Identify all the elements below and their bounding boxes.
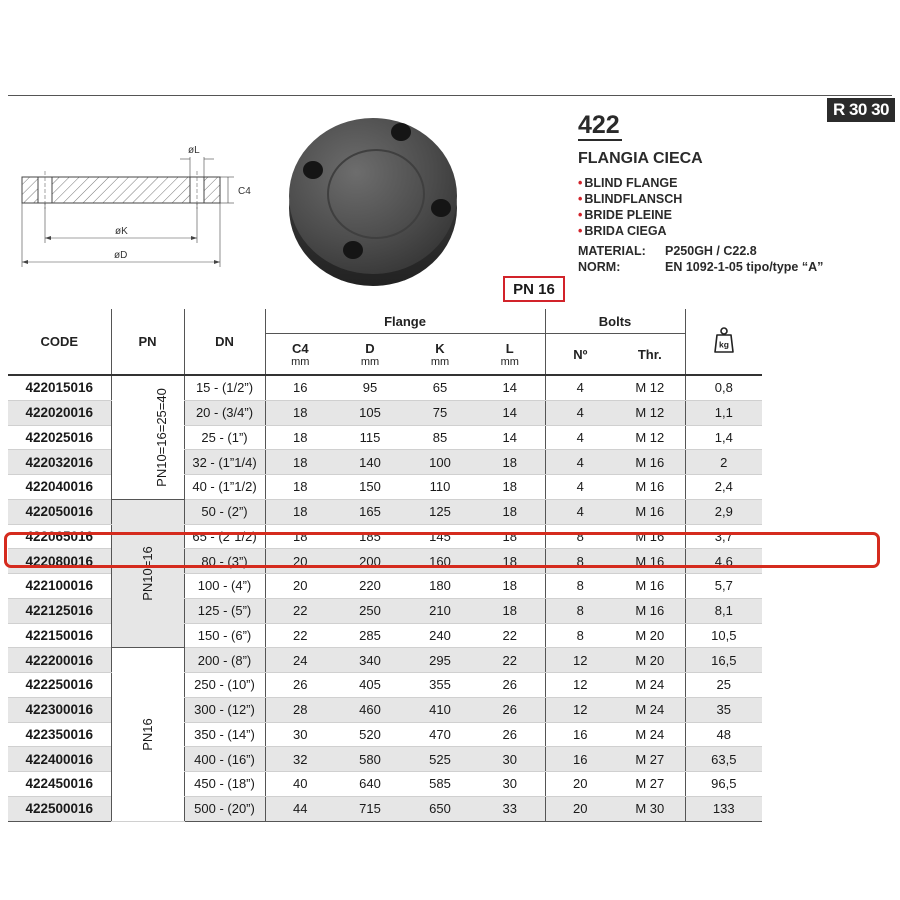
cell-thr: M 27: [615, 772, 685, 797]
cell-c4: 18: [265, 499, 335, 524]
cell-kg: 0,8: [685, 375, 762, 400]
pn-badge: PN 16: [503, 276, 565, 302]
header-thread: Thr.: [615, 334, 685, 376]
cell-code: 422125016: [8, 598, 111, 623]
cell-c4: 22: [265, 623, 335, 648]
cell-thr: M 16: [615, 450, 685, 475]
cell-kg: 3,7: [685, 524, 762, 549]
pn-group-label: PN16: [140, 718, 155, 751]
cell-k: 210: [405, 598, 475, 623]
cell-l: 26: [475, 697, 545, 722]
cell-code: 422080016: [8, 549, 111, 574]
cell-l: 18: [475, 524, 545, 549]
cell-code: 422350016: [8, 722, 111, 747]
cell-kg: 10,5: [685, 623, 762, 648]
cell-d: 520: [335, 722, 405, 747]
cell-no: 8: [545, 623, 615, 648]
cell-code: 422015016: [8, 375, 111, 400]
product-translations: [578, 175, 682, 239]
cell-c4: 20: [265, 549, 335, 574]
cell-c4: 44: [265, 796, 335, 821]
header-k: K mm: [405, 334, 475, 376]
product-name-de: • BLINDFLANSCH: [578, 192, 683, 206]
cell-kg: 1,1: [685, 400, 762, 425]
cell-dn: 50 - (2”): [184, 499, 265, 524]
cell-kg: 133: [685, 796, 762, 821]
cell-k: 75: [405, 400, 475, 425]
norm-label: NORM:: [578, 260, 621, 274]
cell-no: 12: [545, 673, 615, 698]
cell-dn: 100 - (4”): [184, 574, 265, 599]
product-title: FLANGIA CIECA: [578, 150, 703, 167]
cell-code: 422100016: [8, 574, 111, 599]
cell-thr: M 24: [615, 722, 685, 747]
cell-no: 20: [545, 772, 615, 797]
cell-no: 4: [545, 375, 615, 400]
cell-l: 30: [475, 772, 545, 797]
cell-kg: 5,7: [685, 574, 762, 599]
cell-c4: 18: [265, 450, 335, 475]
cell-code: 422200016: [8, 648, 111, 673]
cell-thr: M 20: [615, 648, 685, 673]
dim-label-k: øK: [115, 226, 128, 237]
table-row: [8, 375, 762, 400]
header-c4: C4 mm: [265, 334, 335, 376]
cell-l: 22: [475, 648, 545, 673]
cell-kg: 4,6: [685, 549, 762, 574]
cell-dn: 450 - (18”): [184, 772, 265, 797]
cell-k: 110: [405, 475, 475, 500]
cell-code: 422500016: [8, 796, 111, 821]
cell-no: 4: [545, 475, 615, 500]
cell-k: 160: [405, 549, 475, 574]
header-flange: Flange: [265, 309, 545, 334]
catalog-reference-badge: R 30 30: [827, 98, 895, 122]
cell-c4: 18: [265, 425, 335, 450]
bullet-icon: •: [578, 192, 583, 206]
cell-thr: M 27: [615, 747, 685, 772]
cell-c4: 26: [265, 673, 335, 698]
cell-d: 200: [335, 549, 405, 574]
cell-thr: M 24: [615, 697, 685, 722]
cell-k: 470: [405, 722, 475, 747]
cell-dn: 65 - (2”1/2): [184, 524, 265, 549]
cell-c4: 16: [265, 375, 335, 400]
header-d: D mm: [335, 334, 405, 376]
cell-no: 16: [545, 722, 615, 747]
cell-d: 140: [335, 450, 405, 475]
cell-kg: 2,9: [685, 499, 762, 524]
pn-group-label: PN10=16: [139, 546, 155, 601]
cell-l: 26: [475, 673, 545, 698]
cell-c4: 22: [265, 598, 335, 623]
cell-k: 295: [405, 648, 475, 673]
cell-no: 4: [545, 400, 615, 425]
cell-code: 422065016: [8, 524, 111, 549]
cell-d: 105: [335, 400, 405, 425]
cell-c4: 40: [265, 772, 335, 797]
cell-thr: M 16: [615, 549, 685, 574]
cell-code: 422025016: [8, 425, 111, 450]
cell-c4: 18: [265, 475, 335, 500]
cell-dn: 25 - (1”): [184, 425, 265, 450]
cell-code: 422150016: [8, 623, 111, 648]
cell-thr: M 16: [615, 499, 685, 524]
cell-thr: M 12: [615, 400, 685, 425]
cell-code: 422020016: [8, 400, 111, 425]
cell-thr: M 12: [615, 375, 685, 400]
norm-value: EN 1092-1-05 tipo/type “A”: [665, 260, 824, 274]
cell-dn: 300 - (12”): [184, 697, 265, 722]
bullet-icon: •: [578, 176, 583, 190]
bullet-icon: •: [578, 208, 583, 222]
cell-d: 640: [335, 772, 405, 797]
cell-d: 95: [335, 375, 405, 400]
top-rule: [8, 95, 892, 96]
cell-l: 33: [475, 796, 545, 821]
cell-code: 422400016: [8, 747, 111, 772]
cell-c4: 20: [265, 574, 335, 599]
cell-l: 30: [475, 747, 545, 772]
product-name-fr: • BRIDE PLEINE: [578, 208, 672, 222]
header-pn: PN: [111, 309, 184, 375]
cell-kg: 8,1: [685, 598, 762, 623]
cell-dn: 20 - (3/4”): [184, 400, 265, 425]
cell-dn: 125 - (5”): [184, 598, 265, 623]
table-row: [8, 648, 762, 673]
cell-kg: 25: [685, 673, 762, 698]
pn-group-cell: [111, 375, 184, 499]
cell-code: 422450016: [8, 772, 111, 797]
cell-dn: 40 - (1”1/2): [184, 475, 265, 500]
cell-code: 422050016: [8, 499, 111, 524]
cell-l: 14: [475, 375, 545, 400]
dim-label-c4: C4: [238, 186, 251, 197]
cell-no: 8: [545, 524, 615, 549]
cell-kg: 48: [685, 722, 762, 747]
cell-kg: 2: [685, 450, 762, 475]
cell-c4: 30: [265, 722, 335, 747]
header-bolts: Bolts: [545, 309, 685, 334]
product-code-underline: [578, 139, 622, 141]
cell-l: 26: [475, 722, 545, 747]
cell-k: 355: [405, 673, 475, 698]
norm-spec: [578, 260, 824, 274]
cell-no: 8: [545, 574, 615, 599]
cell-d: 250: [335, 598, 405, 623]
cell-k: 240: [405, 623, 475, 648]
svg-text:kg: kg: [718, 339, 729, 350]
cell-no: 4: [545, 450, 615, 475]
cell-d: 285: [335, 623, 405, 648]
cell-k: 100: [405, 450, 475, 475]
cell-kg: 2,4: [685, 475, 762, 500]
cell-k: 650: [405, 796, 475, 821]
header-l: L mm: [475, 334, 545, 376]
cell-dn: 350 - (14”): [184, 722, 265, 747]
cell-d: 340: [335, 648, 405, 673]
cell-no: 20: [545, 796, 615, 821]
material-value: P250GH / C22.8: [665, 244, 757, 258]
cell-l: 14: [475, 425, 545, 450]
cell-thr: M 30: [615, 796, 685, 821]
cell-d: 185: [335, 524, 405, 549]
weight-kg-icon: [713, 326, 735, 354]
cell-thr: M 16: [615, 574, 685, 599]
cell-kg: 96,5: [685, 772, 762, 797]
cell-no: 8: [545, 549, 615, 574]
cell-d: 165: [335, 499, 405, 524]
header-bolt-count: Nº: [545, 334, 615, 376]
cell-code: 422250016: [8, 673, 111, 698]
cell-k: 145: [405, 524, 475, 549]
cell-no: 12: [545, 697, 615, 722]
cell-l: 18: [475, 475, 545, 500]
cell-kg: 1,4: [685, 425, 762, 450]
cell-no: 8: [545, 598, 615, 623]
material-spec: [578, 244, 757, 258]
cell-l: 18: [475, 549, 545, 574]
cell-c4: 18: [265, 524, 335, 549]
dim-label-d: øD: [114, 250, 128, 261]
product-name-en: • BLIND FLANGE: [578, 176, 678, 190]
cell-d: 220: [335, 574, 405, 599]
cell-d: 115: [335, 425, 405, 450]
material-label: MATERIAL:: [578, 244, 646, 258]
pn-group-cell: [111, 499, 184, 648]
cell-dn: 200 - (8”): [184, 648, 265, 673]
cell-c4: 18: [265, 400, 335, 425]
cell-dn: 500 - (20”): [184, 796, 265, 821]
cell-thr: M 20: [615, 623, 685, 648]
product-code: 422: [578, 111, 620, 139]
cell-c4: 28: [265, 697, 335, 722]
dim-label-l: øL: [188, 145, 200, 156]
cell-k: 85: [405, 425, 475, 450]
cell-c4: 32: [265, 747, 335, 772]
table-row: [8, 499, 762, 524]
cell-dn: 400 - (16”): [184, 747, 265, 772]
cell-k: 180: [405, 574, 475, 599]
blind-flange-photo: [278, 110, 468, 290]
cell-l: 14: [475, 400, 545, 425]
cell-k: 65: [405, 375, 475, 400]
flange-technical-drawing: [12, 135, 251, 270]
cell-thr: M 24: [615, 673, 685, 698]
cell-l: 22: [475, 623, 545, 648]
cell-code: 422032016: [8, 450, 111, 475]
dimension-table: [8, 309, 762, 822]
cell-kg: 35: [685, 697, 762, 722]
header-dn: DN: [184, 309, 265, 375]
header-weight: [685, 309, 762, 375]
cell-d: 405: [335, 673, 405, 698]
cell-dn: 150 - (6”): [184, 623, 265, 648]
cell-dn: 15 - (1/2”): [184, 375, 265, 400]
cell-kg: 63,5: [685, 747, 762, 772]
cell-no: 12: [545, 648, 615, 673]
cell-d: 715: [335, 796, 405, 821]
cell-thr: M 16: [615, 598, 685, 623]
cell-dn: 32 - (1”1/4): [184, 450, 265, 475]
cell-code: 422040016: [8, 475, 111, 500]
cell-k: 525: [405, 747, 475, 772]
dimension-table-wrapper: [8, 309, 762, 822]
pn-group-label: PN10=16=25=40: [153, 388, 169, 487]
pn-group-cell: [111, 648, 184, 821]
product-name-es: • BRIDA CIEGA: [578, 224, 667, 238]
cell-kg: 16,5: [685, 648, 762, 673]
cell-k: 585: [405, 772, 475, 797]
cell-no: 4: [545, 425, 615, 450]
cell-code: 422300016: [8, 697, 111, 722]
cell-no: 4: [545, 499, 615, 524]
cell-l: 18: [475, 499, 545, 524]
cell-d: 150: [335, 475, 405, 500]
cell-thr: M 12: [615, 425, 685, 450]
cell-dn: 250 - (10”): [184, 673, 265, 698]
cell-d: 460: [335, 697, 405, 722]
header-code: CODE: [8, 309, 111, 375]
cell-thr: M 16: [615, 524, 685, 549]
bullet-icon: •: [578, 224, 583, 238]
cell-c4: 24: [265, 648, 335, 673]
cell-k: 410: [405, 697, 475, 722]
cell-no: 16: [545, 747, 615, 772]
cell-k: 125: [405, 499, 475, 524]
cell-l: 18: [475, 598, 545, 623]
cell-d: 580: [335, 747, 405, 772]
cell-l: 18: [475, 574, 545, 599]
cell-thr: M 16: [615, 475, 685, 500]
cell-dn: 80 - (3”): [184, 549, 265, 574]
cell-l: 18: [475, 450, 545, 475]
